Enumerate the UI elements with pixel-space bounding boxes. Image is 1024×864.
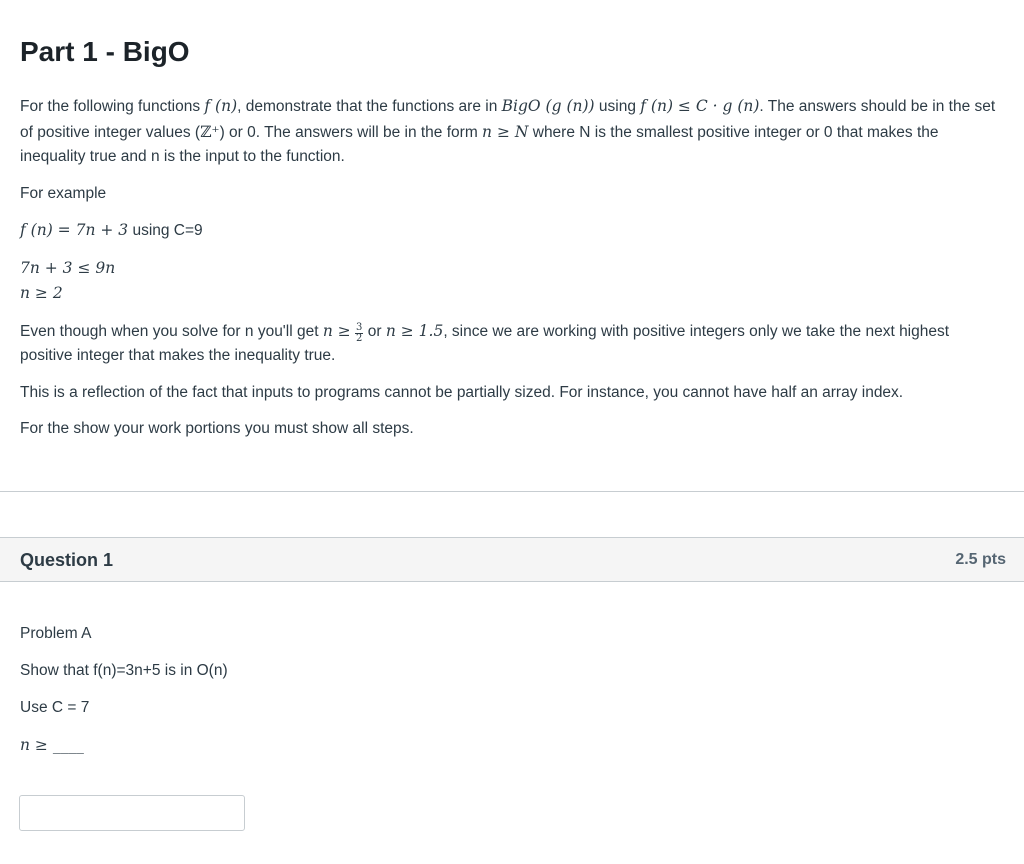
explanation-paragraph: Even though when you solve for n you'll get n ≥ $\frac{3}{2}$ or n ≥ 1.5, since we are working with positive integers only we take the next highest positive integer that makes the inequality true.: [20, 321, 950, 364]
instructions-section: [20, 36, 1005, 454]
for-example-label: For example: [20, 184, 107, 202]
reflection-paragraph: This is a reflection of the fact that inputs to programs cannot be partially sized. For instance, you cannot have half an array index.: [20, 383, 904, 401]
intro-paragraph: For the following functions f (n), demonstrate that the functions are in BigO (g (n)) using f (n) ≤ C · g (n). The answers should be in the set of positive integer values (ℤ⁺) or 0. The answers will be in the form n ≥ N where N is the smallest positive integer or 0 that makes the inequality true and n is the input to the function.: [20, 97, 996, 165]
example-function: f (n) = 7n + 3 using C=9: [20, 221, 203, 239]
answer-prompt: n ≥ ____: [20, 736, 84, 754]
show-work-paragraph: For the show your work portions you must show all steps.: [20, 420, 414, 437]
question-body: [20, 622, 1000, 771]
example-inequality: 7n + 3 ≤ 9n: [20, 258, 116, 277]
constant-hint: Use C = 7: [20, 699, 90, 716]
answer-input[interactable]: [19, 795, 245, 831]
section-divider: [0, 491, 1024, 492]
question-title: Question 1: [20, 550, 114, 570]
question-points: 2.5 pts: [955, 551, 1006, 568]
three-halves-fraction: $\frac{3}{2}$: [356, 321, 363, 344]
question-header: [0, 537, 1024, 582]
problem-statement: Show that f(n)=3n+5 is in O(n): [20, 662, 228, 679]
example-result: n ≥ 2: [20, 284, 63, 302]
problem-label: Problem A: [20, 625, 92, 642]
page-title: Part 1 - BigO: [20, 36, 190, 67]
